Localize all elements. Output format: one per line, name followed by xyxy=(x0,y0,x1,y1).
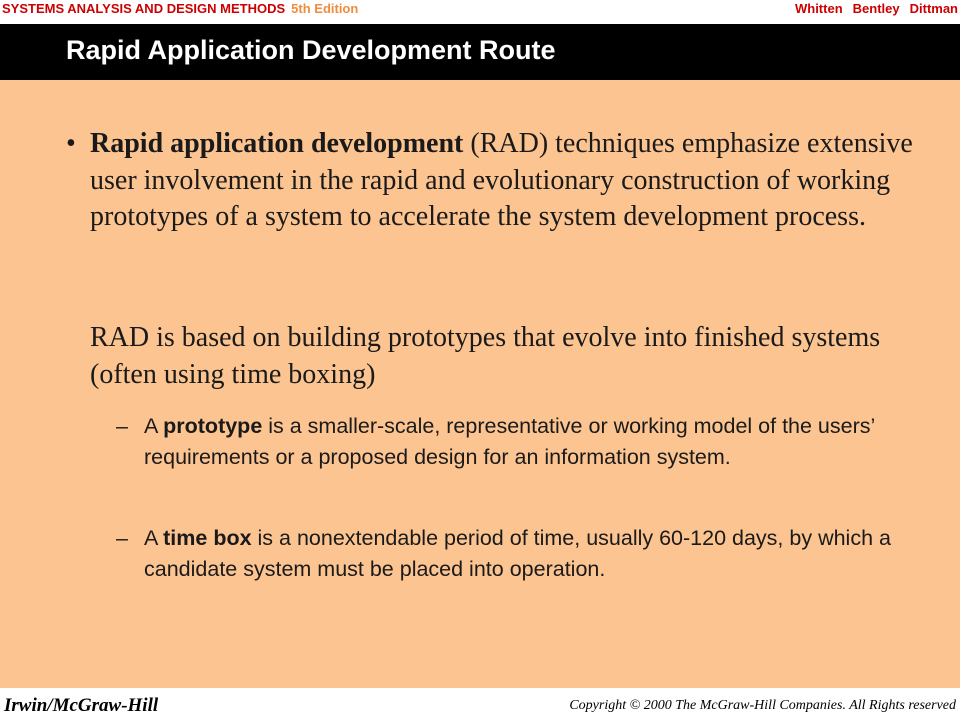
book-title-line xyxy=(2,1,358,16)
slide-title: Rapid Application Development Route xyxy=(66,35,556,65)
subbullet-time-box xyxy=(144,523,934,585)
slide-footer xyxy=(0,688,960,720)
slide-content xyxy=(0,80,960,688)
authors xyxy=(785,1,958,16)
edition-label: 5th Edition xyxy=(291,1,359,16)
author-name: Whitten xyxy=(794,1,843,16)
subbullet-term: time box xyxy=(163,526,252,550)
subbullet-prefix: A xyxy=(144,414,164,438)
bullet-definition: (RAD) techniques emphasize extensive user involvement in the rapid and evolutionary construction of working prototypes of a system to accelerate the system development process. xyxy=(90,128,913,232)
author-name: Dittman xyxy=(909,1,958,16)
bullet-text xyxy=(90,126,920,236)
publisher-name: Irwin/McGraw-Hill xyxy=(4,695,159,716)
subbullet-prefix: A xyxy=(144,526,164,550)
bullet-followup: RAD is based on building prototypes that evolve into finished systems (often using time boxing) xyxy=(90,322,881,390)
copyright-notice: Copyright © 2000 The McGraw-Hill Companies. All Rights reserved xyxy=(569,698,956,713)
slide-header-bar xyxy=(0,0,960,24)
bullet-term: Rapid application development xyxy=(90,128,464,159)
dash-marker: – xyxy=(116,414,128,438)
book-title: SYSTEMS ANALYSIS AND DESIGN METHODS xyxy=(2,1,286,16)
subbullet-text: is a smaller-scale, representative or working model of the users’ requirements or a proposed design for an information system. xyxy=(144,414,875,469)
dash-marker: – xyxy=(116,526,128,550)
subbullet-term: prototype xyxy=(163,414,263,438)
title-bar xyxy=(0,24,960,80)
bullet-marker: • xyxy=(66,128,76,159)
author-name: Bentley xyxy=(852,1,900,16)
subbullet-prototype xyxy=(144,411,934,473)
subbullet-text: is a nonextendable period of time, usually 60-120 days, by which a candidate system must be placed into operation. xyxy=(144,526,891,581)
